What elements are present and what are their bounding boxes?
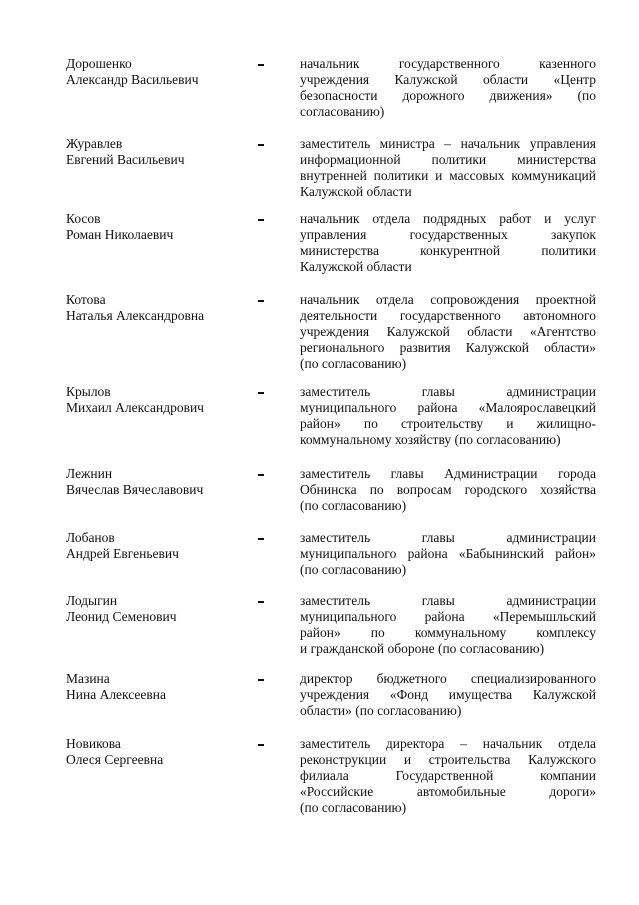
member-given-names: Роман Николаевич [66, 227, 174, 242]
position-line: (по согласованию) [300, 356, 407, 371]
member-surname: Новикова [66, 736, 121, 751]
position-line: заместитель главы администрации [300, 530, 596, 545]
position-line: заместитель директора – начальник отдела [300, 736, 596, 751]
position-line: министерства конкурентной политики [300, 243, 596, 258]
position-line: учреждения Калужской области «Агентство [300, 324, 596, 339]
position-line: заместитель министра – начальник управления [300, 136, 596, 151]
separator-dash [258, 744, 264, 746]
member-name [66, 530, 256, 562]
position-line: район» по строительству и жилищно- [300, 416, 596, 431]
member-position [300, 736, 596, 816]
member-given-names: Андрей Евгеньевич [66, 546, 179, 561]
member-name [66, 593, 256, 625]
member-position [300, 56, 596, 120]
member-name [66, 671, 256, 703]
member-given-names: Евгений Васильевич [66, 152, 185, 167]
member-position [300, 384, 596, 448]
member-name [66, 56, 256, 88]
member-position [300, 136, 596, 200]
position-line: (по согласованию) [300, 800, 407, 815]
separator-dash [258, 679, 264, 681]
separator-dash [258, 64, 264, 66]
position-line: район» по коммунальному комплексу [300, 625, 596, 640]
position-line: внутренней политики и массовых коммуникаций [300, 168, 596, 183]
position-line: области» (по согласованию) [300, 703, 462, 718]
member-given-names: Леонид Семенович [66, 609, 177, 624]
position-line: начальник отдела сопровождения проектной [300, 292, 596, 307]
position-line: филиала Государственной компании [300, 768, 596, 783]
separator-dash [258, 219, 264, 221]
member-surname: Лежнин [66, 466, 113, 481]
member-given-names: Александр Васильевич [66, 72, 199, 87]
position-line: (по согласованию) [300, 498, 407, 513]
separator-dash [258, 601, 264, 603]
position-line: (по согласованию) [300, 562, 407, 577]
position-line: директор бюджетного специализированного [300, 671, 596, 686]
separator-dash [258, 474, 264, 476]
member-name [66, 384, 256, 416]
member-given-names: Олеся Сергеевна [66, 752, 164, 767]
position-line: начальник отдела подрядных работ и услуг [300, 211, 596, 226]
position-line: учреждения Калужской области «Центр [300, 72, 596, 87]
position-line: Калужской области [300, 184, 412, 199]
position-line: муниципального района «Бабынинский район» [300, 546, 596, 561]
member-surname: Мазина [66, 671, 110, 686]
member-position [300, 671, 596, 719]
member-surname: Лобанов [66, 530, 115, 545]
member-surname: Дорошенко [66, 56, 132, 71]
member-position [300, 593, 596, 657]
member-surname: Котова [66, 292, 106, 307]
separator-dash [258, 300, 264, 302]
member-given-names: Наталья Александровна [66, 308, 205, 323]
position-line: муниципального района «Перемышльский [300, 609, 596, 624]
position-line: Обнинска по вопросам городского хозяйства [300, 482, 596, 497]
position-line: начальник государственного казенного [300, 56, 596, 71]
member-given-names: Михаил Александрович [66, 400, 204, 415]
position-line: коммунальному хозяйству (по согласованию) [300, 432, 561, 447]
position-line: заместитель главы администрации [300, 593, 596, 608]
member-surname: Косов [66, 211, 101, 226]
member-name [66, 136, 256, 168]
member-name [66, 211, 256, 243]
member-position [300, 292, 596, 372]
member-given-names: Вячеслав Вячеславович [66, 482, 204, 497]
member-name [66, 466, 256, 498]
position-line: «Российские автомобильные дороги» [300, 784, 596, 799]
position-line: информационной политики министерства [300, 152, 596, 167]
separator-dash [258, 144, 264, 146]
member-surname: Лодыгин [66, 593, 118, 608]
member-position [300, 530, 596, 578]
position-line: регионального развития Калужской области» [300, 340, 596, 355]
position-line: деятельности государственного автономного [300, 308, 596, 323]
member-position [300, 466, 596, 514]
position-line: муниципального района «Малоярославецкий [300, 400, 596, 415]
member-surname: Крылов [66, 384, 111, 399]
position-line: заместитель главы Администрации города [300, 466, 596, 481]
separator-dash [258, 392, 264, 394]
member-given-names: Нина Алексеевна [66, 687, 166, 702]
member-name [66, 736, 256, 768]
position-line: и гражданской обороне (по согласованию) [300, 641, 545, 656]
member-position [300, 211, 596, 275]
member-name [66, 292, 256, 324]
position-line: Калужской области [300, 259, 412, 274]
position-line: заместитель главы администрации [300, 384, 596, 399]
position-line: реконструкции и строительства Калужского [300, 752, 596, 767]
member-surname: Журавлев [66, 136, 123, 151]
position-line: управления государственных закупок [300, 227, 596, 242]
position-line: учреждения «Фонд имущества Калужской [300, 687, 596, 702]
separator-dash [258, 538, 264, 540]
position-line: согласованию) [300, 104, 385, 119]
position-line: безопасности дорожного движения» (по [300, 88, 596, 103]
